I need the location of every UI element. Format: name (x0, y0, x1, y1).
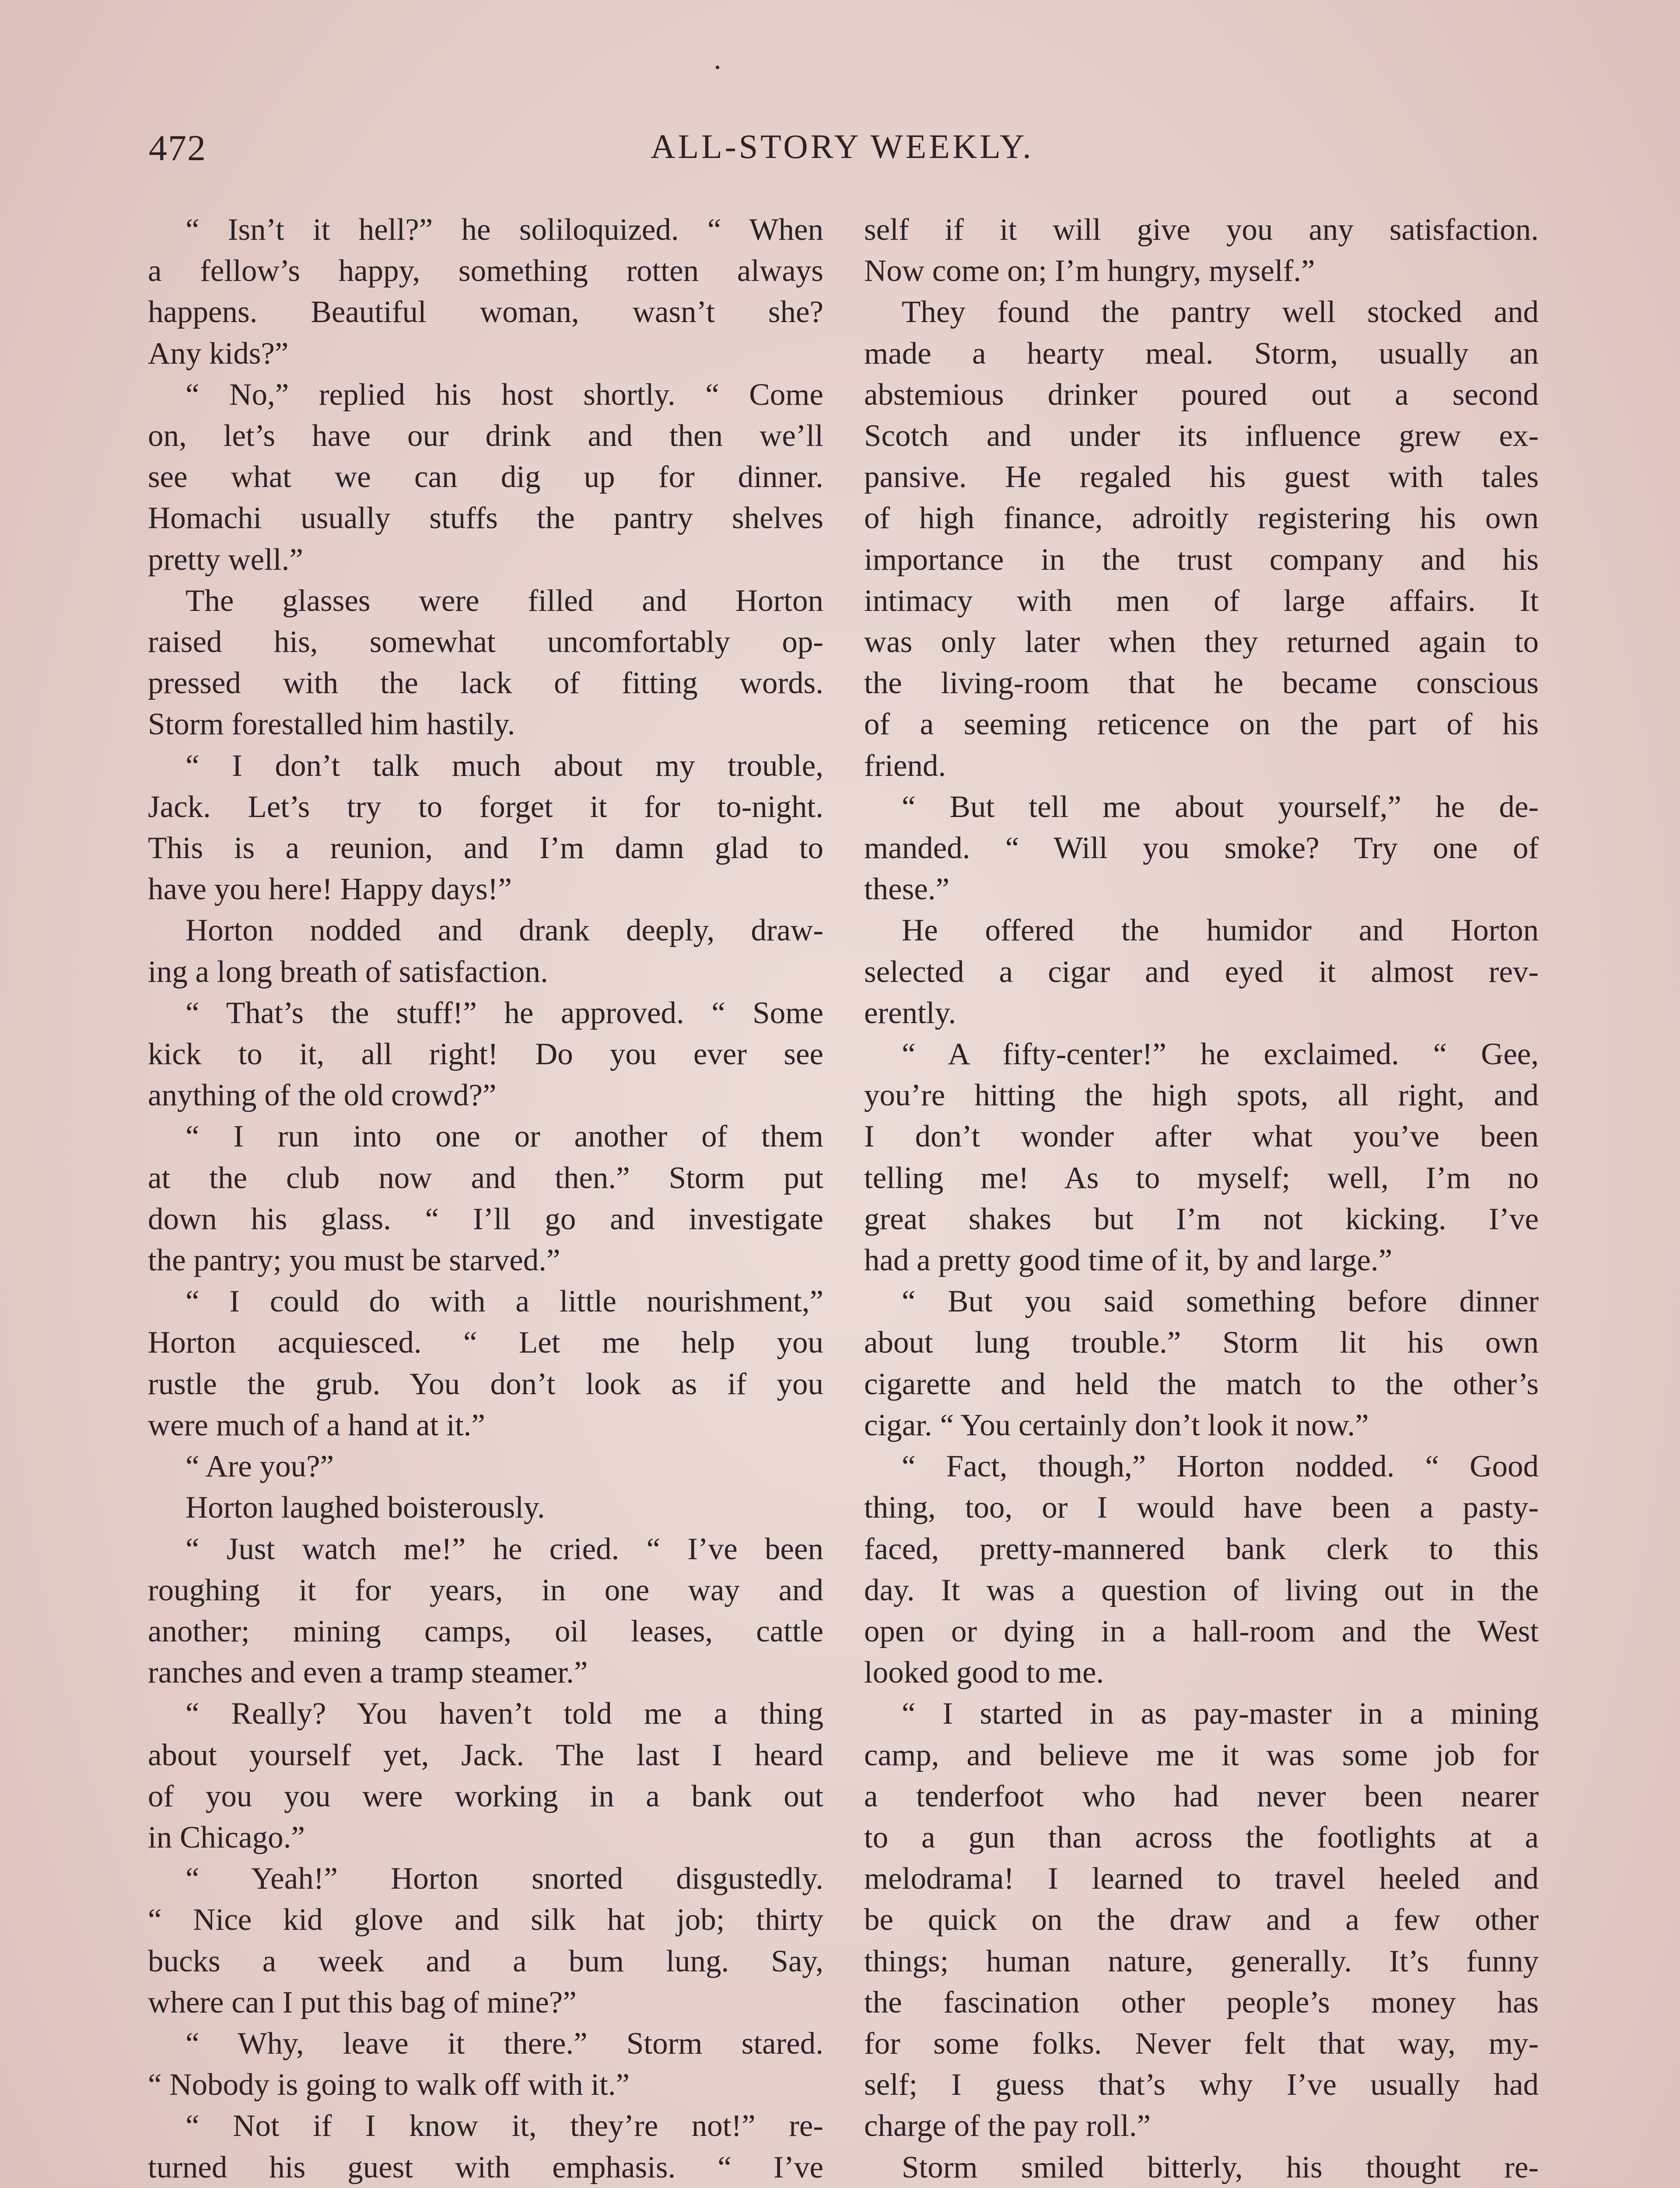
text-line: pansive. He regaled his guest with tales (864, 460, 1539, 494)
paragraph (148, 1529, 823, 1694)
text-line: things; human nature, generally. It’s funny (864, 1944, 1539, 1978)
text-line: Horton nodded and drank deeply, draw- (186, 913, 823, 948)
text-line: made a hearty meal. Storm, usually an (864, 336, 1539, 371)
text-line: had a pretty good time of it, by and large.” (864, 1243, 1393, 1278)
text-line: “ Just watch me!” he cried. “ I’ve been (186, 1532, 823, 1566)
page-number: 472 (149, 128, 206, 168)
text-line: pretty well.” (148, 542, 303, 577)
text-line: “ Nice kid glove and silk hat job; thirty (148, 1903, 823, 1937)
paragraph (864, 2147, 1539, 2188)
text-line: abstemious drinker poured out a second (864, 377, 1539, 412)
text-line: kick to it, all right! Do you ever see (148, 1037, 823, 1072)
paragraph (148, 209, 823, 374)
text-line: “ I don’t talk much about my trouble, (186, 748, 823, 783)
text-line: He offered the humidor and Horton (902, 913, 1539, 948)
paragraph (148, 2023, 823, 2105)
text-line: Now come on; I’m hungry, myself.” (864, 254, 1315, 288)
text-line: self if it will give you any satisfaction. (864, 213, 1539, 247)
text-line: about yourself yet, Jack. The last I heard (148, 1738, 823, 1772)
text-line: to a gun than across the footlights at a (864, 1820, 1539, 1855)
text-line: “ No,” replied his host shortly. “ Come (186, 377, 823, 412)
text-line: camp, and believe me it was some job for (864, 1738, 1539, 1772)
paragraph (148, 1116, 823, 1281)
text-line: bucks a week and a bum lung. Say, (148, 1944, 823, 1978)
text-line: the fascination other people’s money has (864, 1985, 1539, 2020)
text-line: “ A fifty-center!” he exclaimed. “ Gee, (902, 1037, 1539, 1072)
paragraph (864, 1446, 1539, 1693)
scan-speck (716, 66, 719, 69)
page-header (149, 127, 1536, 179)
text-line: “ Are you?” (186, 1449, 334, 1484)
text-line: Any kids?” (148, 336, 289, 371)
paragraph (864, 291, 1539, 786)
paragraph (148, 1281, 823, 1446)
text-line: a tenderfoot who had never been nearer (864, 1779, 1539, 1813)
text-line: “ I started in as pay-master in a mining (902, 1697, 1539, 1731)
paragraph (148, 374, 823, 580)
text-line: Storm forestalled him hastily. (148, 707, 515, 742)
text-line: I don’t wonder after what you’ve been (864, 1119, 1539, 1154)
text-line: friend. (864, 748, 946, 783)
text-line: “ I could do with a little nourishment,” (186, 1284, 823, 1319)
text-line: “ Really? You haven’t told me a thing (186, 1697, 823, 1731)
running-title: ALL-STORY WEEKLY. (651, 127, 1034, 165)
text-line: the pantry; you must be starved.” (148, 1243, 560, 1278)
text-line: Jack. Let’s try to forget it for to-night. (148, 789, 823, 824)
text-line: importance in the trust company and his (864, 542, 1539, 577)
text-line: were much of a hand at it.” (148, 1408, 485, 1442)
text-line: in Chicago.” (148, 1820, 305, 1855)
text-line: ing a long breath of satisfaction. (148, 954, 548, 989)
text-line: raised his, somewhat uncomfortably op- (148, 625, 823, 659)
text-line: have you here! Happy days!” (148, 872, 512, 907)
text-line: “ Fact, though,” Horton nodded. “ Good (902, 1449, 1539, 1484)
text-line: of a seeming reticence on the part of his (864, 707, 1539, 742)
paragraph (148, 992, 823, 1116)
text-line: “ But tell me about yourself,” he de- (902, 789, 1539, 824)
text-line: thing, too, or I would have been a pasty- (864, 1490, 1539, 1525)
text-line: “ Isn’t it hell?” he soliloquized. “ When (186, 213, 823, 247)
text-line: “ I run into one or another of them (186, 1119, 823, 1154)
paragraph (148, 1858, 823, 2023)
text-line: “ Not if I know it, they’re not!” re- (186, 2109, 823, 2143)
text-line: “ Yeah!” Horton snorted disgustedly. (186, 1862, 823, 1896)
text-line: “ Nobody is going to walk off with it.” (148, 2068, 630, 2102)
paragraph (864, 1281, 1539, 1446)
text-line: Scotch and under its influence grew ex- (864, 419, 1539, 453)
text-line: This is a reunion, and I’m damn glad to (148, 831, 823, 866)
text-line: “ That’s the stuff!” he approved. “ Some (186, 996, 823, 1030)
text-line: ranches and even a tramp steamer.” (148, 1655, 588, 1690)
paragraph (148, 910, 823, 992)
text-line: roughing it for years, in one way and (148, 1573, 823, 1607)
paragraph (148, 1693, 823, 1858)
text-line: turned his guest with emphasis. “ I’ve (148, 2150, 823, 2184)
text-line: anything of the old crowd?” (148, 1078, 497, 1113)
paragraph (148, 745, 823, 910)
paragraph (864, 209, 1539, 291)
text-line: charge of the pay roll.” (864, 2109, 1151, 2143)
text-line: great shakes but I’m not kicking. I’ve (864, 1202, 1539, 1236)
paragraph (148, 1487, 823, 1528)
text-line: selected a cigar and eyed it almost rev- (864, 954, 1539, 989)
text-line: on, let’s have our drink and then we’ll (148, 419, 823, 453)
text-line: Horton laughed boisterously. (186, 1490, 545, 1525)
right-text-column (864, 209, 1539, 2188)
paragraph (864, 1034, 1539, 1281)
text-line: cigar. “ You certainly don’t look it now.” (864, 1408, 1369, 1442)
text-line: where can I put this bag of mine?” (148, 1985, 577, 2020)
paragraph (864, 1693, 1539, 2146)
text-line: erently. (864, 996, 956, 1030)
text-line: a fellow’s happy, something rotten always (148, 254, 823, 288)
text-line: looked good to me. (864, 1655, 1104, 1690)
text-line: The glasses were filled and Horton (186, 583, 823, 618)
text-line: down his glass. “ I’ll go and investigate (148, 1202, 823, 1236)
left-text-column (148, 209, 823, 2188)
text-line: self; I guess that’s why I’ve usually had (864, 2068, 1539, 2102)
paragraph (864, 786, 1539, 910)
text-line: telling me! As to myself; well, I’m no (864, 1161, 1539, 1195)
text-line: intimacy with men of large affairs. It (864, 583, 1539, 618)
text-line: be quick on the draw and a few other (864, 1903, 1539, 1937)
text-line: manded. “ Will you smoke? Try one of (864, 831, 1539, 866)
text-line: day. It was a question of living out in the (864, 1573, 1539, 1607)
paragraph (148, 1446, 823, 1487)
text-line: you’re hitting the high spots, all right, and (864, 1078, 1539, 1113)
text-line: Storm smiled bitterly, his thought re- (902, 2150, 1539, 2184)
text-line: another; mining camps, oil leases, cattle (148, 1614, 823, 1648)
text-line: of high finance, adroitly registering his own (864, 501, 1539, 536)
text-line: these.” (864, 872, 950, 907)
text-line: about lung trouble.” Storm lit his own (864, 1325, 1539, 1360)
text-line: They found the pantry well stocked and (902, 295, 1539, 330)
text-line: for some folks. Never felt that way, my- (864, 2026, 1539, 2061)
paragraph (148, 2105, 823, 2188)
text-line: Homachi usually stuffs the pantry shelves (148, 501, 823, 536)
text-line: pressed with the lack of fitting words. (148, 666, 823, 701)
text-line: cigarette and held the match to the other’s (864, 1367, 1539, 1401)
text-line: faced, pretty-mannered bank clerk to this (864, 1532, 1539, 1566)
text-line: rustle the grub. You don’t look as if you (148, 1367, 823, 1401)
text-line: of you you were working in a bank out (148, 1779, 823, 1813)
text-line: melodrama! I learned to travel heeled and (864, 1862, 1539, 1896)
text-line: was only later when they returned again to (864, 625, 1539, 659)
text-line: “ Why, leave it there.” Storm stared. (186, 2026, 823, 2061)
text-line: see what we can dig up for dinner. (148, 460, 823, 494)
text-line: open or dying in a hall-room and the West (864, 1614, 1539, 1648)
text-line: the living-room that he became conscious (864, 666, 1539, 701)
text-line: at the club now and then.” Storm put (148, 1161, 823, 1195)
text-line: happens. Beautiful woman, wasn’t she? (148, 295, 823, 330)
text-line: “ But you said something before dinner (902, 1284, 1539, 1319)
paragraph (864, 910, 1539, 1034)
paragraph (148, 580, 823, 745)
text-line: Horton acquiesced. “ Let me help you (148, 1325, 823, 1360)
